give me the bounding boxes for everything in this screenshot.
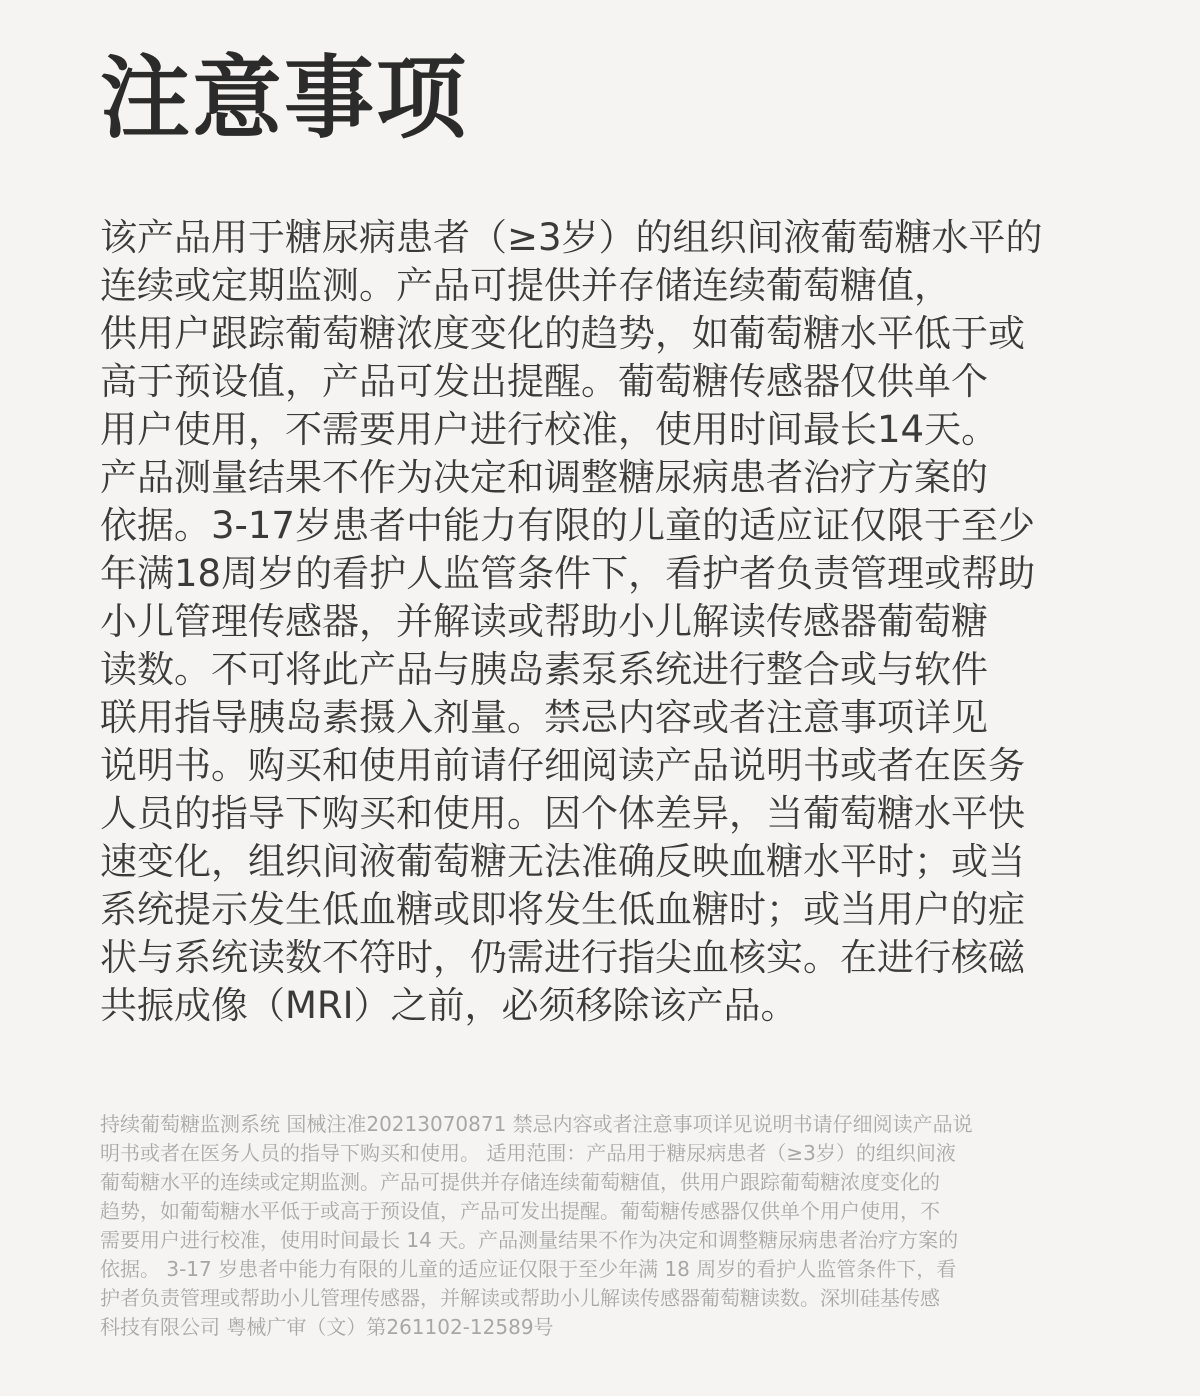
- footnote-line: 明书或者在医务人员的指导下购买和使用。 适用范围：产品用于糖尿病患者（≥3岁）的组织间液: [100, 1141, 956, 1165]
- footnote-line: 护者负责管理或帮助小儿管理传感器，并解读或帮助小儿解读传感器葡萄糖读数。深圳硅基传感: [100, 1286, 940, 1310]
- body-line: 用户使用，不需要用户进行校准，使用时间最长14天。: [100, 408, 999, 451]
- body-line: 产品测量结果不作为决定和调整糖尿病患者治疗方案的: [100, 456, 988, 499]
- footnote-line: 需要用户进行校准，使用时间最长 14 天。产品测量结果不作为决定和调整糖尿病患者治疗方案的: [100, 1228, 959, 1252]
- footnote-line: 科技有限公司 粤械广审（文）第261102-12589号: [100, 1315, 554, 1339]
- footnote-line: 葡萄糖水平的连续或定期监测。产品可提供并存储连续葡萄糖值，供用户跟踪葡萄糖浓度变化的: [100, 1170, 940, 1194]
- notice-body: [100, 214, 1100, 1030]
- footnote-line: 持续葡萄糖监测系统 国械注准20213070871 禁忌内容或者注意事项详见说明书请仔细阅读产品说: [100, 1112, 973, 1136]
- body-line: 说明书。购买和使用前请仔细阅读产品说明书或者在医务: [100, 744, 1025, 787]
- body-line: 系统提示发生低血糖或即将发生低血糖时；或当用户的症: [100, 888, 1025, 931]
- body-line: 该产品用于糖尿病患者（≥3岁）的组织间液葡萄糖水平的: [100, 216, 1043, 259]
- body-line: 高于预设值，产品可发出提醒。葡萄糖传感器仅供单个: [100, 360, 988, 403]
- body-line: 年满18周岁的看护人监管条件下，看护者负责管理或帮助: [100, 552, 1036, 595]
- body-line: 联用指导胰岛素摄入剂量。禁忌内容或者注意事项详见: [100, 696, 988, 739]
- body-line: 小儿管理传感器，并解读或帮助小儿解读传感器葡萄糖: [100, 600, 988, 643]
- body-line: 共振成像（MRI）之前，必须移除该产品。: [100, 984, 798, 1027]
- body-line: 状与系统读数不符时，仍需进行指尖血核实。在进行核磁: [100, 936, 1025, 979]
- footnote-line: 趋势，如葡萄糖水平低于或高于预设值，产品可发出提醒。葡萄糖传感器仅供单个用户使用，不: [100, 1199, 940, 1223]
- body-line: 读数。不可将此产品与胰岛素泵系统进行整合或与软件: [100, 648, 988, 691]
- body-line: 依据。3-17岁患者中能力有限的儿童的适应证仅限于至少: [100, 504, 1035, 547]
- page-title: 注意事项: [100, 46, 468, 151]
- regulatory-footnote: [100, 1110, 1100, 1342]
- body-line: 连续或定期监测。产品可提供并存储连续葡萄糖值，: [100, 264, 951, 307]
- body-line: 人员的指导下购买和使用。因个体差异，当葡萄糖水平快: [100, 792, 1025, 835]
- body-line: 供用户跟踪葡萄糖浓度变化的趋势，如葡萄糖水平低于或: [100, 312, 1025, 355]
- body-line: 速变化，组织间液葡萄糖无法准确反映血糖水平时；或当: [100, 840, 1025, 883]
- footnote-line: 依据。 3-17 岁患者中能力有限的儿童的适应证仅限于至少年满 18 周岁的看护人监管条件下，看: [100, 1257, 957, 1281]
